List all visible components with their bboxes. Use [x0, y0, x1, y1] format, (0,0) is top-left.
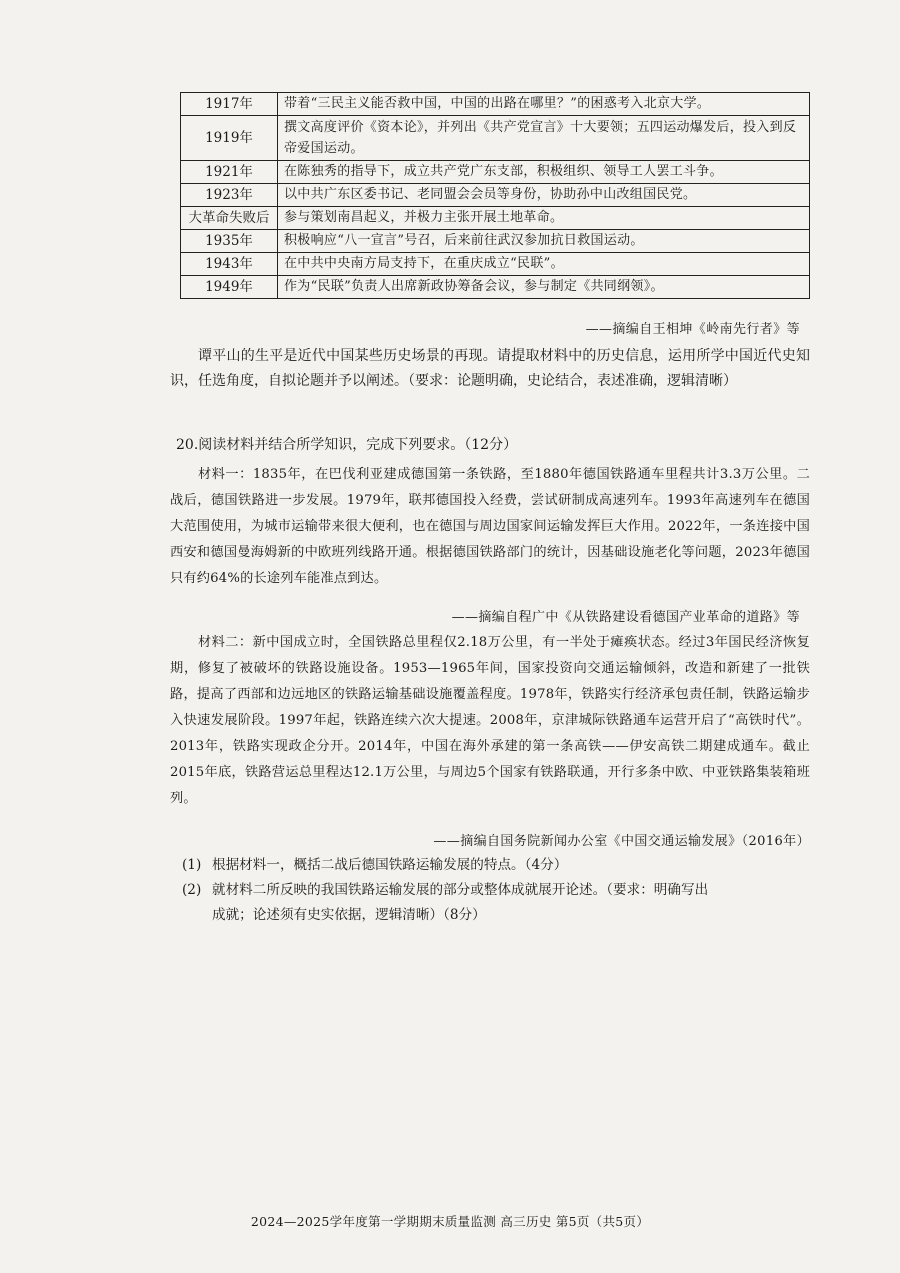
- timeline-event: 作为“民联”负责人出席新政协筹备会议，参与制定《共同纲领》。: [278, 276, 810, 299]
- subquestion-number: (2): [182, 882, 202, 898]
- timeline-event: 参与策划南昌起义，并极力主张开展土地革命。: [278, 207, 810, 230]
- q20-material-1-text: 材料一：1835年，在巴伐利亚建成德国第一条铁路，至1880年德国铁路通车里程共计3.3万公里。二战后，德国铁路进一步发展。1979年，联邦德国投入经费，尝试研制成高速列车。1993年高速列车在德国大范围使用，为城市运输带来很大便利，也在德国与周边国家间运输发挥巨大作用。2022年，一条连接中国西安和德国曼海姆新的中欧班列线路开通。根据德国铁路部门的统计，因基础设施老化等问题，2023年德国只有约64%的长途列车能准点到达。: [170, 467, 810, 586]
- timeline-year: 1921年: [181, 161, 278, 184]
- table-row: [181, 184, 810, 207]
- timeline-event: 以中共广东区委书记、老同盟会会员等身份，协助孙中山改组国民党。: [278, 184, 810, 207]
- timeline-year: 1943年: [181, 253, 278, 276]
- table-row: [181, 207, 810, 230]
- table-row: [181, 230, 810, 253]
- timeline-event: 在中共中央南方局支持下，在重庆成立“民联”。: [278, 253, 810, 276]
- q19-prompt: 谭平山的生平是近代中国某些历史场景的再现。请提取材料中的历史信息，运用所学中国近代史知识，任选角度，自拟论题并予以阐述。（要求：论题明确，史论结合，表述准确，逻辑清晰）: [170, 348, 810, 389]
- q20-material-2: [170, 630, 810, 812]
- table-row: [181, 276, 810, 299]
- table-row: [181, 253, 810, 276]
- q20-material-2-text: 材料二：新中国成立时，全国铁路总里程仅2.18万公里，有一半处于瘫痪状态。经过3年国民经济恢复期，修复了被破坏的铁路设施设备。1953—1965年间，国家投资向交通运输倾斜，改造和新建了一批铁路，提高了西部和边远地区的铁路运输基础设施覆盖程度。1978年，铁路实行经济承包责任制，铁路运输步入快速发展阶段。1997年起，铁路连续六次大提速。2008年，京津城际铁路通车运营开启了“高铁时代”。2013年，铁路实现政企分开。2014年，中国在海外承建的第一条高铁——伊安高铁二期建成通车。截止2015年底，铁路营运总里程达12.1万公里，与周边5个国家有铁路联通，开行多条中欧、中亚铁路集装箱班列。: [170, 635, 810, 806]
- q19-source-citation: ——摘编自王相坤《岭南先行者》等: [585, 322, 800, 337]
- timeline-year: 1919年: [181, 116, 278, 161]
- timeline-year: 1935年: [181, 230, 278, 253]
- q20-subquestion-2: [182, 878, 812, 928]
- timeline-event: 撰文高度评价《资本论》，并列出《共产党宣言》十大要领；五四运动爆发后，投入到反帝爱国运动。: [278, 116, 810, 161]
- timeline-year: 1949年: [181, 276, 278, 299]
- q20-source-1: ——摘编自程广中《从铁路建设看德国产业革命的道路》等: [451, 610, 800, 625]
- q20-subquestion-1: [182, 853, 812, 878]
- subquestion-text: 就材料二所反映的我国铁路运输发展的部分或整体成就展开论述。（要求：明确写出: [212, 882, 709, 898]
- subquestion-text: 根据材料一，概括二战后德国铁路运输发展的特点。（4分）: [212, 857, 568, 873]
- table-row: [181, 93, 810, 116]
- table-row: [181, 116, 810, 161]
- q20-source-2: ——摘编自国务院新闻办公室《中国交通运输发展》（2016年）: [433, 834, 810, 849]
- subquestion-number: (1): [182, 857, 202, 873]
- timeline-year: 1917年: [181, 93, 278, 116]
- timeline-event: 积极响应“八一宣言”号召，后来前往武汉参加抗日救国运动。: [278, 230, 810, 253]
- timeline-year: 大革命失败后: [181, 207, 278, 230]
- timeline-event: 带着“三民主义能否救中国，中国的出路在哪里？”的困惑考入北京大学。: [278, 93, 810, 116]
- q20-title: 20.阅读材料并结合所学知识，完成下列要求。（12分）: [176, 437, 518, 453]
- timeline-event: 在陈独秀的指导下，成立共产党广东支部，积极组织、领导工人罢工斗争。: [278, 161, 810, 184]
- table-row: [181, 161, 810, 184]
- page-footer: 2024—2025学年度第一学期期末质量监测 高三历史 第5页（共5页）: [250, 1214, 650, 1229]
- q20-material-1: [170, 462, 810, 592]
- tan-pingshan-timeline-table: [180, 92, 810, 299]
- timeline-year: 1923年: [181, 184, 278, 207]
- subquestion-text-continued: 成就；论述须有史实依据，逻辑清晰）（8分）: [212, 907, 486, 923]
- q19-prompt-block: [170, 344, 810, 394]
